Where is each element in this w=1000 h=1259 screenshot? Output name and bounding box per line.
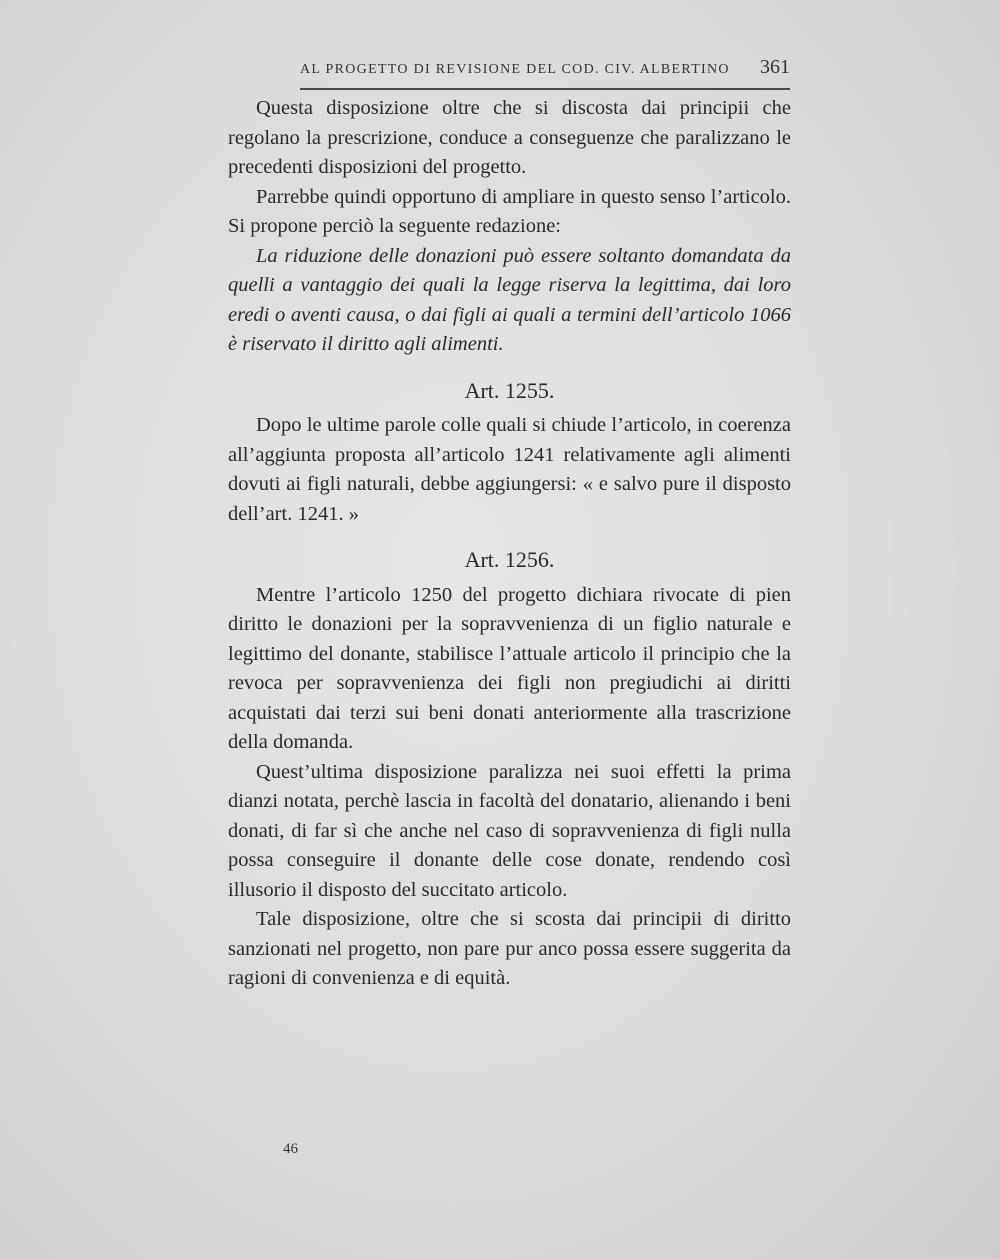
paragraph-2: Parrebbe quindi opportuno di ampliare in questo senso l’articolo. Si propone perciò la seguente redazione: xyxy=(228,185,791,237)
article-heading-1256: Art. 1256. xyxy=(464,547,555,572)
proposed-wording: La riduzione delle donazioni può essere soltanto domandata da quelli a vantaggio dei quali la legge riserva la legittima, dai loro eredi o aventi causa, o dai figli ai quali a termini dell’articolo 1066 è riservato il diritto agli alimenti. xyxy=(228,244,791,355)
signature-mark: 46 xyxy=(283,1141,298,1157)
running-header xyxy=(300,56,790,90)
paragraph-6: Quest’ultima disposizione paralizza nei suoi effetti la prima dianzi notata, perchè lascia in facoltà del donatario, alienando i beni donati, di far sì che anche nel caso di sopravvenienza di figli nulla possa conseguire il donante delle cose donate, rendendo così illusorio il disposto del succitato articolo. xyxy=(228,760,791,901)
paragraph-7: Tale disposizione, oltre che si scosta dai principii di diritto sanzionati nel progetto, non pare pur anco possa essere suggerita da ragioni di convenienza e di equità. xyxy=(228,908,791,989)
page-number: 361 xyxy=(760,56,790,78)
paragraph-1: Questa disposizione oltre che si discosta dai principii che regolano la prescrizione, conduce a conseguenze che paralizzano le precedenti disposizioni del progetto. xyxy=(228,97,791,178)
article-heading-1255: Art. 1255. xyxy=(464,377,555,403)
paragraph-5: Mentre l’articolo 1250 del progetto dichiara rivocate di pien diritto le donazioni per la sopravvenienza di un figlio naturale e legittimo del donante, stabilisce l’attuale articolo il principio che la revoca per sopravvenienza dei figli non pregiudichi ai diritti acquistati dai terzi sui beni donati anteriormente alla trascrizione della domanda. xyxy=(228,583,791,753)
body-text xyxy=(228,94,791,994)
running-title: AL PROGETTO DI REVISIONE DEL COD. CIV. ALBERTINO xyxy=(300,62,730,77)
paragraph-4: Dopo le ultime parole colle quali si chiude l’articolo, in coerenza all’aggiunta proposta all’articolo 1241 relativamente agli alimenti dovuti ai figli naturali, debbe aggiungersi: « e salvo pure il disposto dell’art. 1241. » xyxy=(228,414,791,525)
